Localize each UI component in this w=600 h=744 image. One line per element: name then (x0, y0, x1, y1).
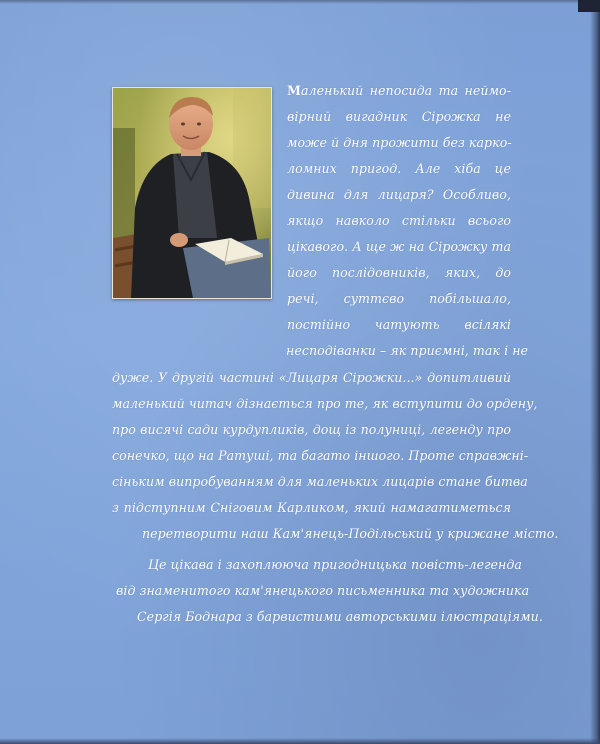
blurb-line (287, 291, 511, 306)
blurb-line-text: постійно чатують всілякі (287, 317, 511, 332)
blurb-line (112, 370, 511, 385)
blurb-dropcap: М (287, 83, 301, 98)
cover-bottom-edge (0, 738, 600, 744)
author-portrait-icon (113, 88, 271, 298)
blurb-line (148, 557, 522, 572)
blurb-line (287, 317, 511, 332)
blurb-line (287, 187, 511, 202)
blurb-line-text: його послідовників, яких, до (287, 265, 511, 280)
blurb-line-text: перетворити наш Кам'янець-Подільський у крижане місто. (142, 526, 559, 541)
blurb-line (112, 396, 538, 411)
cover-spine-edge (590, 0, 600, 744)
cover-corner-shadow (578, 0, 600, 12)
blurb-line (287, 109, 511, 124)
blurb-line-rest: аленький непосида та неймо- (301, 83, 511, 98)
blurb-line (286, 343, 529, 358)
blurb-line (112, 500, 511, 515)
blurb-line-text: вірний вигадник Сірожка не (287, 109, 511, 124)
blurb-line (112, 474, 528, 489)
blurb-line-text: ломних пригод. Але хіба це (287, 161, 511, 176)
author-photo (112, 87, 272, 299)
blurb-line (137, 609, 543, 624)
blurb-line (287, 135, 511, 150)
blurb-line-text: маленький читач дізнається про те, як вступити до ордену, (112, 396, 538, 411)
blurb-line-text: дуже. У другій частині «Лицаря Сірожки...» допитливий (112, 370, 511, 385)
blurb-line (112, 448, 529, 463)
blurb-line (287, 239, 511, 254)
blurb-line-text: якщо навколо стільки всього (287, 213, 511, 228)
blurb-line-text: дивина для лицаря? Особливо, (287, 187, 511, 202)
cover-top-edge (0, 0, 600, 4)
blurb-line (112, 422, 511, 437)
blurb-line-first (287, 83, 511, 98)
blurb-line-text: несподіванки – як приємні, так і не (286, 343, 529, 358)
blurb-line (116, 583, 530, 598)
blurb-line-text: про висячі сади курдупликів, дощ із полуниці, легенду про (112, 422, 511, 437)
blurb-line-text: речі, суттєво побільшало, (287, 291, 511, 306)
blurb-line-text: з підступним Сніговим Карликом, який намагатиметься (112, 500, 511, 515)
blurb-line-text: сіньким випробуванням для маленьких лицарів стане битва (112, 474, 528, 489)
blurb-line (142, 526, 559, 541)
blurb-line (287, 161, 511, 176)
blurb-line (287, 213, 511, 228)
blurb-line-text: може й дня прожити без карко- (287, 135, 512, 150)
blurb-line (287, 265, 511, 280)
blurb-line-text: від знаменитого кам'янецького письменника та художника (116, 583, 530, 598)
blurb-line-text: Це цікава і захоплююча пригодницька повість-легенда (148, 557, 522, 572)
blurb-line-text: Сергія Боднара з барвистими авторськими ілюстраціями. (137, 609, 543, 624)
blurb-line-text: цікавого. А ще ж на Сірожку та (287, 239, 511, 254)
blurb-line-text: сонечко, що на Ратуші, та багато іншого. Проте справжні- (112, 448, 529, 463)
